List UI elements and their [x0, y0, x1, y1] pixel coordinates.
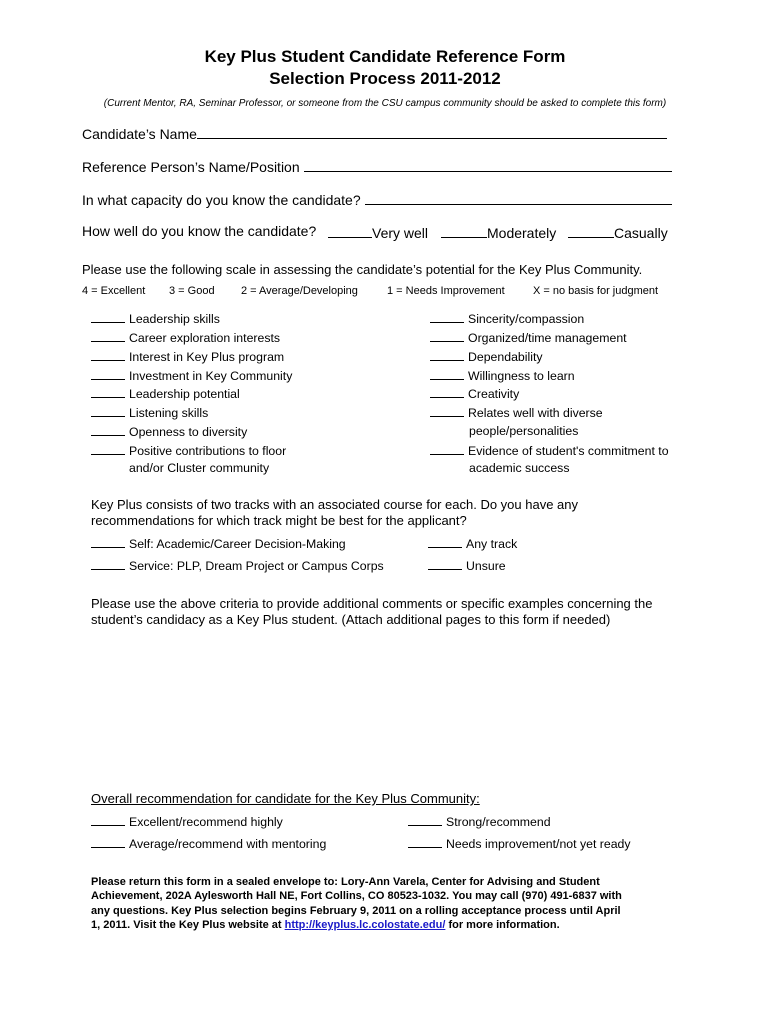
criteria-item: Openness to diversity: [91, 424, 247, 439]
criteria-item: Relates well with diverse: [430, 405, 603, 420]
criteria-item: Investment in Key Community: [91, 368, 292, 383]
moderately-label: Moderately: [487, 225, 557, 241]
rating-blank[interactable]: [91, 424, 125, 436]
very-well-option[interactable]: [328, 223, 428, 241]
track-blank[interactable]: [91, 558, 125, 570]
comments-area[interactable]: [91, 636, 691, 786]
rating-blank[interactable]: [430, 311, 464, 323]
overall-blank[interactable]: [408, 836, 442, 848]
scale-intro: Please use the following scale in assessing the candidate’s potential for the Key Plus Community.: [82, 262, 643, 277]
very-well-label: Very well: [372, 225, 429, 241]
footer-line2: Achievement, 202A Aylesworth Hall NE, Fort Collins, CO 80523-1032. You may call (970) 491-6837 with: [91, 890, 622, 902]
track-option-any: Any track: [428, 536, 517, 551]
overall-blank[interactable]: [408, 814, 442, 826]
rating-blank[interactable]: [430, 349, 464, 361]
overall-blank[interactable]: [91, 814, 125, 826]
scale-item-1: 1 = Needs Improvement: [387, 285, 505, 297]
criteria-item: Evidence of student's commitment to: [430, 443, 669, 458]
how-well-label: How well do you know the candidate?: [82, 223, 317, 239]
overall-option-excellent: Excellent/recommend highly: [91, 814, 283, 829]
very-well-blank[interactable]: [328, 223, 372, 238]
casually-blank[interactable]: [568, 223, 614, 238]
capacity-field[interactable]: [365, 190, 672, 205]
overall-option-needs: Needs improvement/not yet ready: [408, 836, 631, 851]
overall-option-average: Average/recommend with mentoring: [91, 836, 326, 851]
scale-item-x: X = no basis for judgment: [533, 285, 659, 297]
criteria-item: Interest in Key Plus program: [91, 349, 284, 364]
track-option-unsure: Unsure: [428, 558, 506, 573]
candidate-name-row: [82, 124, 667, 142]
rating-blank[interactable]: [91, 349, 125, 361]
track-blank[interactable]: [91, 536, 125, 548]
overall-heading: Overall recommendation for candidate for the Key Plus Community:: [91, 791, 480, 806]
form-title: Key Plus Student Candidate Reference Form: [204, 47, 566, 66]
criteria-item: Dependability: [430, 349, 543, 364]
rating-blank[interactable]: [91, 443, 125, 455]
rating-blank[interactable]: [430, 443, 464, 455]
criteria-item: Creativity: [430, 386, 519, 401]
scale-item-2: 2 = Average/Developing: [241, 285, 358, 297]
reference-name-row: [82, 157, 672, 175]
how-well-row: [82, 223, 316, 239]
form-subtitle: Selection Process 2011-2012: [269, 69, 501, 88]
overall-option-strong: Strong/recommend: [408, 814, 551, 829]
criteria-item: Listening skills: [91, 405, 208, 420]
form-note: (Current Mentor, RA, Seminar Professor, or someone from the CSU campus community should be asked to complete this form): [103, 98, 667, 109]
footer-line1: Please return this form in a sealed envelope to: Lory-Ann Varela, Center for Advising and Student: [91, 876, 600, 888]
criteria-item: Leadership potential: [91, 386, 240, 401]
keyplus-website-link[interactable]: http://keyplus.lc.colostate.edu/: [284, 919, 446, 931]
rating-blank[interactable]: [430, 330, 464, 342]
tracks-question-line1: Key Plus consists of two tracks with an associated course for each. Do you have any: [91, 497, 579, 512]
criteria-item: Willingness to learn: [430, 368, 575, 383]
reference-name-label: Reference Person’s Name/Position: [82, 159, 300, 175]
rating-blank[interactable]: [430, 386, 464, 398]
criteria-item-continued: academic success: [469, 461, 570, 475]
criteria-item-continued: and/or Cluster community: [129, 461, 270, 475]
criteria-item: Organized/time management: [430, 330, 627, 345]
capacity-label: In what capacity do you know the candidate?: [82, 192, 361, 208]
footer-line3: any questions. Key Plus selection begins February 9, 2011 on a rolling acceptance process until April: [91, 905, 621, 917]
capacity-row: [82, 190, 672, 208]
tracks-question-line2: recommendations for which track might be best for the applicant?: [91, 513, 467, 528]
rating-blank[interactable]: [430, 368, 464, 380]
candidate-name-field[interactable]: [197, 124, 667, 139]
rating-blank[interactable]: [430, 405, 464, 417]
track-option-service: Service: PLP, Dream Project or Campus Corps: [91, 558, 384, 573]
comments-prompt-line1: Please use the above criteria to provide additional comments or specific examples concerning the: [91, 596, 653, 611]
criteria-item: Leadership skills: [91, 311, 220, 326]
rating-blank[interactable]: [91, 368, 125, 380]
moderately-blank[interactable]: [441, 223, 487, 238]
overall-blank[interactable]: [91, 836, 125, 848]
criteria-item: Career exploration interests: [91, 330, 280, 345]
track-blank[interactable]: [428, 536, 462, 548]
track-blank[interactable]: [428, 558, 462, 570]
moderately-option[interactable]: [441, 223, 556, 241]
reference-name-field[interactable]: [304, 157, 672, 172]
rating-blank[interactable]: [91, 311, 125, 323]
casually-option[interactable]: [568, 223, 668, 241]
track-option-self: Self: Academic/Career Decision-Making: [91, 536, 346, 551]
candidate-name-label: Candidate’s Name: [82, 126, 197, 142]
criteria-item: Positive contributions to floor: [91, 443, 286, 458]
scale-item-4: 4 = Excellent: [82, 285, 146, 297]
rating-blank[interactable]: [91, 405, 125, 417]
rating-blank[interactable]: [91, 330, 125, 342]
criteria-item-continued: people/personalities: [469, 424, 579, 438]
comments-prompt-line2: student’s candidacy as a Key Plus student. (Attach additional pages to this form if needed): [91, 612, 611, 627]
criteria-item: Sincerity/compassion: [430, 311, 584, 326]
scale-item-3: 3 = Good: [169, 285, 215, 297]
rating-blank[interactable]: [91, 386, 125, 398]
casually-label: Casually: [614, 225, 668, 241]
footer-line4: 1, 2011. Visit the Key Plus website at http://keyplus.lc.colostate.edu/ for more information.: [91, 919, 560, 931]
